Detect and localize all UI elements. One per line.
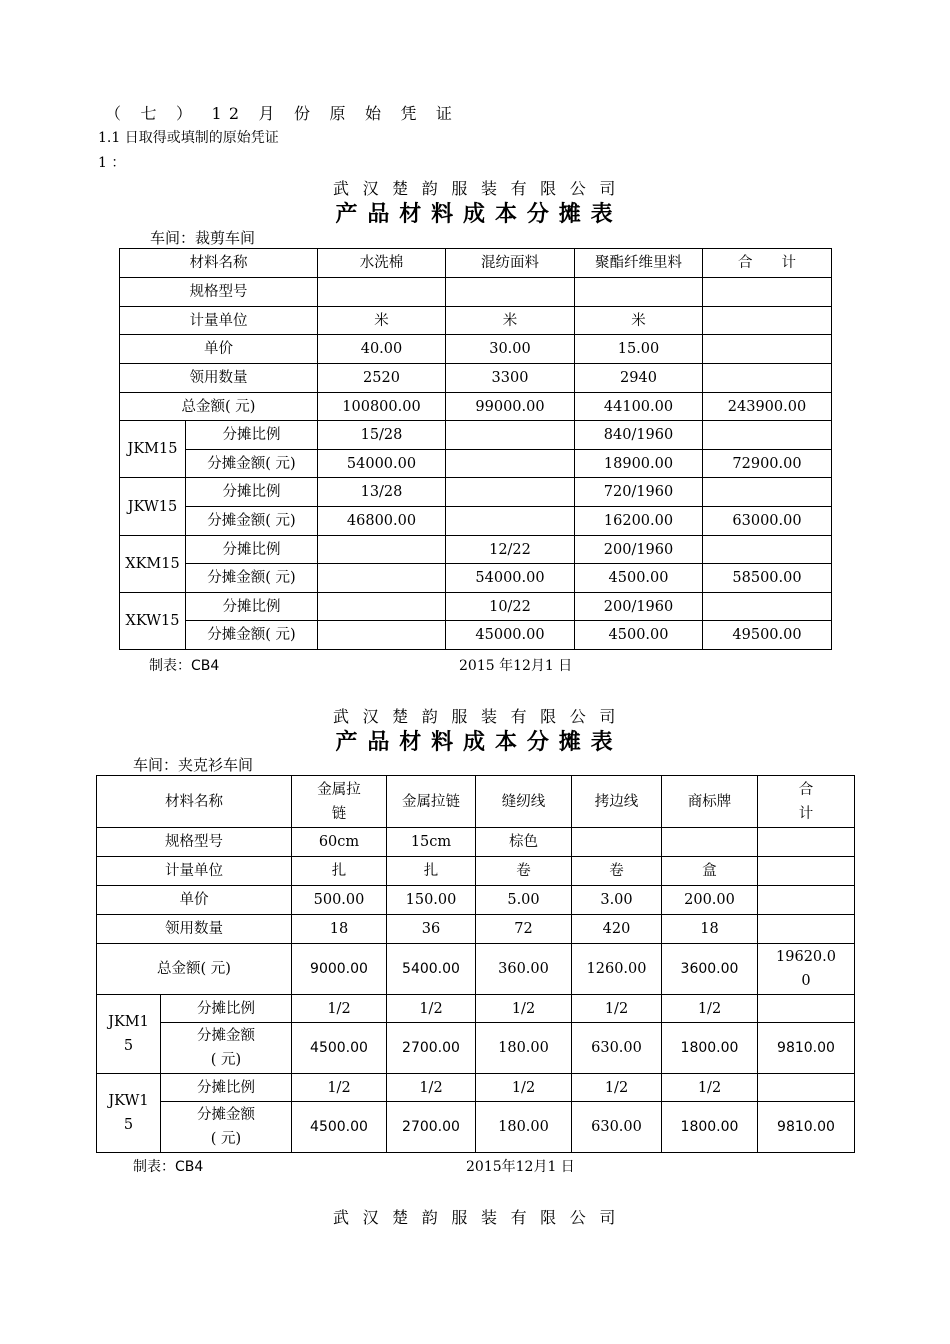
table-cell: 18900.00 [575,450,703,478]
price-row [97,886,855,915]
table-cell: 72 [476,915,572,944]
table-cell [703,335,832,364]
table-cell [703,364,832,393]
header-cell: 金属拉 链 [292,776,387,828]
table-cell: 1/2 [662,995,758,1023]
row-label: 分摊金额( 元) [186,621,318,650]
table-cell: 1260.00 [572,944,662,995]
table-cell: 2700.00 [387,1102,476,1153]
table-cell: 840/1960 [575,421,703,450]
company-name: 武汉楚韵服装有限公司 [332,1208,629,1227]
header-cell: 缝纫线 [476,776,572,828]
table-cell: 54000.00 [318,450,446,478]
header-cell: 合 计 [703,249,832,278]
table-cell: 米 [318,307,446,335]
row-label: 单价 [97,886,292,915]
product-code: JKW15 [120,478,186,536]
table-cell: 1/2 [476,995,572,1023]
quantity-row [120,364,832,393]
table-cell: 扎 [387,857,476,886]
table-cell [318,278,446,307]
table-cell: 9810.00 [758,1102,855,1153]
date-label: 2015年12月1 日 [466,1159,575,1175]
product-code: JKM1 5 [97,995,161,1074]
header-cell: 混纺面料 [446,249,575,278]
table-cell: 卷 [476,857,572,886]
table-cell: 2700.00 [387,1023,476,1074]
table-cell [446,278,575,307]
table-cell: 72900.00 [703,450,832,478]
table-cell: 19620.0 0 [758,944,855,995]
ratio-row [97,1074,855,1102]
date-label: 2015 年12月1 日 [459,658,573,674]
table-cell: 1800.00 [662,1102,758,1153]
total-row [97,944,855,995]
company-name: 武汉楚韵服装有限公司 [332,179,629,198]
table-cell [758,915,855,944]
table-cell: 1/2 [387,995,476,1023]
table-cell [758,828,855,857]
table-cell: 180.00 [476,1102,572,1153]
table-cell: 46800.00 [318,507,446,536]
product-code: JKW1 5 [97,1074,161,1153]
row-label: 规格型号 [120,278,318,307]
table-cell: 180.00 [476,1023,572,1074]
table-cell: 30.00 [446,335,575,364]
table-cell: 100800.00 [318,393,446,421]
amount-row [97,1023,855,1074]
amount-row [120,621,832,650]
product-code: XKW15 [120,593,186,650]
row-label: 分摊金额 ( 元) [161,1102,292,1153]
row-label: 计量单位 [120,307,318,335]
section-title: （ 七 ） 12 月 份 原 始 凭 证 [105,104,460,123]
row-label: 规格型号 [97,828,292,857]
table-cell: 1/2 [572,1074,662,1102]
table-cell: 5400.00 [387,944,476,995]
row-label: 分摊比例 [161,995,292,1023]
table-cell [446,478,575,507]
table-cell: 13/28 [318,478,446,507]
table-cell: 1/2 [292,1074,387,1102]
table-cell: 4500.00 [292,1102,387,1153]
ratio-row [97,995,855,1023]
table-cell: 200/1960 [575,536,703,564]
table-cell: 40.00 [318,335,446,364]
table-cell [703,593,832,621]
preparer-label: 制表：CB4 [133,1159,204,1175]
header-cell: 材料名称 [97,776,292,828]
subsection-title: 1.1 日取得或填制的原始凭证 [98,130,279,146]
unit-row [97,857,855,886]
table-cell: 2520 [318,364,446,393]
table-cell: 1/2 [476,1074,572,1102]
table-cell: 卷 [572,857,662,886]
amount-row [120,564,832,593]
spec-row [97,828,855,857]
table-cell [758,1074,855,1102]
table-cell: 5.00 [476,886,572,915]
table-cell: 150.00 [387,886,476,915]
table-cell: 500.00 [292,886,387,915]
table-cell: 1/2 [662,1074,758,1102]
table-cell: 200/1960 [575,593,703,621]
header-cell: 商标牌 [662,776,758,828]
table-cell: 60cm [292,828,387,857]
table-cell: 3300 [446,364,575,393]
workshop-label: 车间：夹克衫车间 [133,756,254,774]
amount-row [120,450,832,478]
table-cell: 9810.00 [758,1023,855,1074]
ratio-row [120,421,832,450]
row-label: 分摊比例 [186,593,318,621]
header-cell: 聚酯纤维里料 [575,249,703,278]
ratio-row [120,478,832,507]
row-label: 分摊比例 [161,1074,292,1102]
workshop-label: 车间：裁剪车间 [150,229,256,247]
table-cell: 15.00 [575,335,703,364]
table-cell: 45000.00 [446,621,575,650]
table-cell: 米 [446,307,575,335]
row-label: 分摊比例 [186,421,318,450]
row-label: 分摊金额( 元) [186,564,318,593]
table-cell: 盒 [662,857,758,886]
row-label: 分摊金额( 元) [186,507,318,536]
table-cell: 扎 [292,857,387,886]
table-cell [703,278,832,307]
product-code: JKM15 [120,421,186,478]
table-cell: 棕色 [476,828,572,857]
header-cell: 合 计 [758,776,855,828]
table-cell: 4500.00 [575,564,703,593]
amount-row [120,507,832,536]
row-label: 总金额( 元) [120,393,318,421]
table-cell: 58500.00 [703,564,832,593]
table-title: 产品材料成本分摊表 [335,202,623,227]
table-cell: 9000.00 [292,944,387,995]
ratio-row [120,536,832,564]
table-cell: 12/22 [446,536,575,564]
table-cell: 3.00 [572,886,662,915]
table-cell: 1800.00 [662,1023,758,1074]
table-cell: 18 [662,915,758,944]
table-cell: 18 [292,915,387,944]
table-cell: 16200.00 [575,507,703,536]
table-cell: 3600.00 [662,944,758,995]
table-cell: 630.00 [572,1102,662,1153]
table-cell: 420 [572,915,662,944]
cost-allocation-table-jacket [96,775,855,1153]
table-cell [703,421,832,450]
table-cell [446,421,575,450]
table-cell [703,478,832,507]
row-label: 分摊金额( 元) [186,450,318,478]
unit-row [120,307,832,335]
table-cell: 1/2 [387,1074,476,1102]
table-cell [572,828,662,857]
table-cell: 360.00 [476,944,572,995]
table-cell [758,995,855,1023]
total-row [120,393,832,421]
table-cell [575,278,703,307]
table-cell: 4500.00 [575,621,703,650]
table-title: 产品材料成本分摊表 [335,730,623,755]
item-number: 1 ： [98,155,126,171]
table-cell: 米 [575,307,703,335]
table-cell: 1/2 [572,995,662,1023]
table-cell [446,507,575,536]
table-cell [703,307,832,335]
header-cell: 金属拉链 [387,776,476,828]
table-cell [662,828,758,857]
preparer-label: 制表：CB4 [149,658,220,674]
table-cell [758,857,855,886]
table-cell: 243900.00 [703,393,832,421]
table-cell: 36 [387,915,476,944]
header-cell: 材料名称 [120,249,318,278]
table-cell: 63000.00 [703,507,832,536]
table-cell: 200.00 [662,886,758,915]
table-cell: 2940 [575,364,703,393]
table-cell [318,593,446,621]
row-label: 单价 [120,335,318,364]
table-cell [446,450,575,478]
header-cell: 水洗棉 [318,249,446,278]
header-cell: 拷边线 [572,776,662,828]
quantity-row [97,915,855,944]
table-cell: 1/2 [292,995,387,1023]
table-cell: 630.00 [572,1023,662,1074]
ratio-row [120,593,832,621]
row-label: 分摊比例 [186,536,318,564]
amount-row [97,1102,855,1153]
header-row [97,776,855,828]
row-label: 计量单位 [97,857,292,886]
table-cell: 720/1960 [575,478,703,507]
row-label: 领用数量 [120,364,318,393]
table-cell: 49500.00 [703,621,832,650]
table-cell: 44100.00 [575,393,703,421]
table-cell [703,536,832,564]
company-name: 武汉楚韵服装有限公司 [332,707,629,726]
header-row [120,249,832,278]
table-cell: 15cm [387,828,476,857]
table-cell: 4500.00 [292,1023,387,1074]
table-cell [758,886,855,915]
table-cell [318,564,446,593]
table-cell [318,536,446,564]
row-label: 总金额( 元) [97,944,292,995]
row-label: 分摊金额 ( 元) [161,1023,292,1074]
price-row [120,335,832,364]
cost-allocation-table-cutting [119,248,832,650]
row-label: 分摊比例 [186,478,318,507]
product-code: XKM15 [120,536,186,593]
table-cell: 99000.00 [446,393,575,421]
table-cell: 54000.00 [446,564,575,593]
table-cell: 10/22 [446,593,575,621]
spec-row [120,278,832,307]
row-label: 领用数量 [97,915,292,944]
table-cell: 15/28 [318,421,446,450]
table-cell [318,621,446,650]
